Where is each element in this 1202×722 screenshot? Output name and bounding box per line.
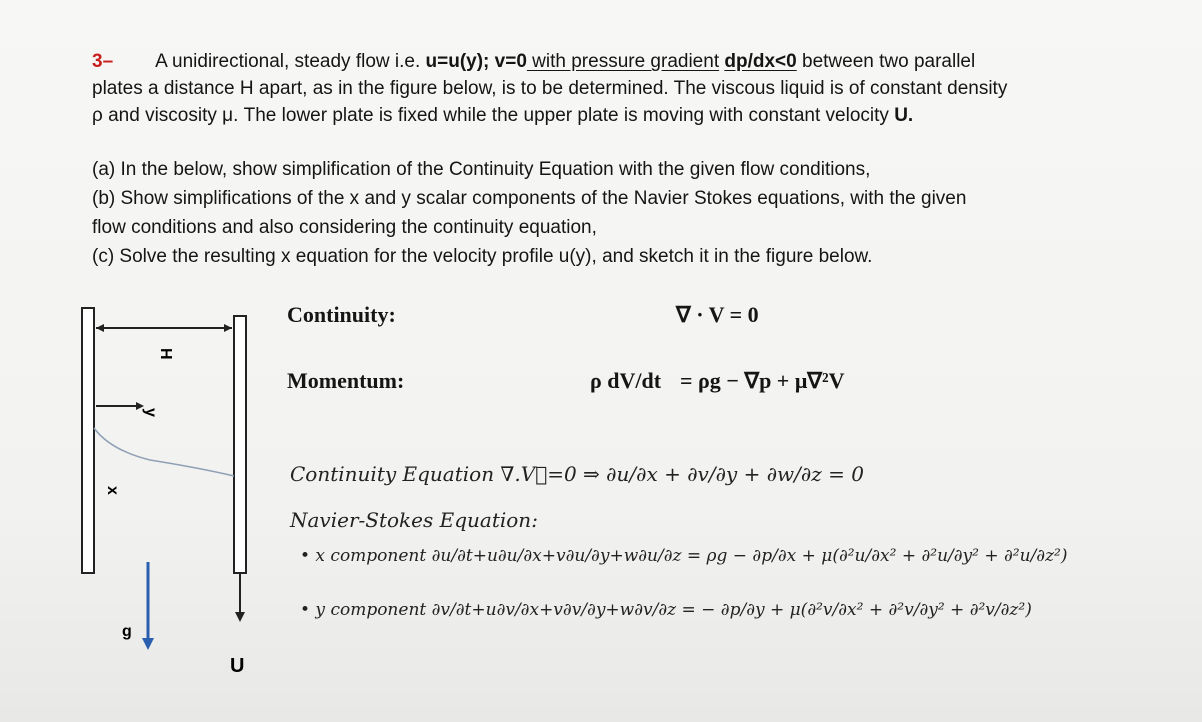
part-b-line2: flow conditions and also considering the continuity equation,	[92, 217, 597, 238]
continuity-label: Continuity:	[287, 302, 396, 327]
upper-plate	[234, 316, 246, 573]
label-g: g	[122, 623, 132, 640]
label-U: U	[230, 655, 245, 677]
problem-line-3	[92, 102, 1172, 129]
question-parts	[92, 155, 1172, 271]
label-y: y	[142, 408, 159, 417]
problem-number: 3–	[92, 51, 114, 72]
handwritten-continuity: Continuity Equation ∇.V⃗=0 ⇒ ∂u/∂x + ∂v/∂y + ∂w/∂z = 0	[290, 462, 864, 486]
flow-condition: u=u(y); v=0	[425, 51, 527, 72]
part-c: (c) Solve the resulting x equation for the velocity profile u(y), and sketch it in the figure below.	[92, 246, 873, 267]
handwritten-x-component: • x component ∂u/∂t+u∂u/∂x+v∂u/∂y+w∂u/∂z = ρg − ∂p/∂x + μ(∂²u/∂x² + ∂²u/∂y² + ∂²u/∂z²)	[300, 546, 1068, 566]
label-H: H	[157, 348, 174, 360]
lower-plate	[82, 308, 94, 573]
handwritten-y-component: • y component ∂v/∂t+u∂v/∂x+v∂v/∂y+w∂v/∂z = − ∂p/∂y + μ(∂²v/∂x² + ∂²v/∂y² + ∂²v/∂z²)	[300, 600, 1032, 620]
pressure-gradient-text: with pressure gradient	[526, 51, 720, 72]
continuity-equation: ∇ · V = 0	[676, 302, 759, 327]
velocity-profile-curve	[94, 428, 234, 476]
problem-text-1e: between two parallel	[796, 51, 976, 72]
problem-line-1	[92, 48, 1172, 75]
problem-statement	[92, 48, 1172, 129]
momentum-label: Momentum:	[287, 368, 405, 393]
label-x: x	[104, 486, 121, 495]
part-b-line1: (b) Show simplifications of the x and y scalar components of the Navier Stokes equations, with the given	[92, 188, 967, 209]
part-a: (a) In the below, show simplification of the Continuity Equation with the given flow conditions,	[92, 159, 871, 180]
velocity-U: U.	[894, 105, 914, 126]
handwritten-ns-title: Navier-Stokes Equation:	[290, 508, 538, 532]
momentum-lhs: ρ dV/dt	[590, 368, 662, 393]
problem-line-2: plates a distance H apart, as in the figure below, is to be determined. The viscous liquid is of constant density	[92, 78, 1008, 99]
pressure-gradient-expr: dp/dx<0	[724, 51, 797, 72]
problem-text-1a: A unidirectional, steady flow i.e.	[155, 51, 426, 72]
momentum-rhs: = ρg − ∇p + μ∇²V	[680, 368, 845, 393]
problem-text-3a: ρ and viscosity μ. The lower plate is fixed while the upper plate is moving with constant velocity	[92, 105, 895, 126]
channel-figure	[70, 300, 270, 690]
